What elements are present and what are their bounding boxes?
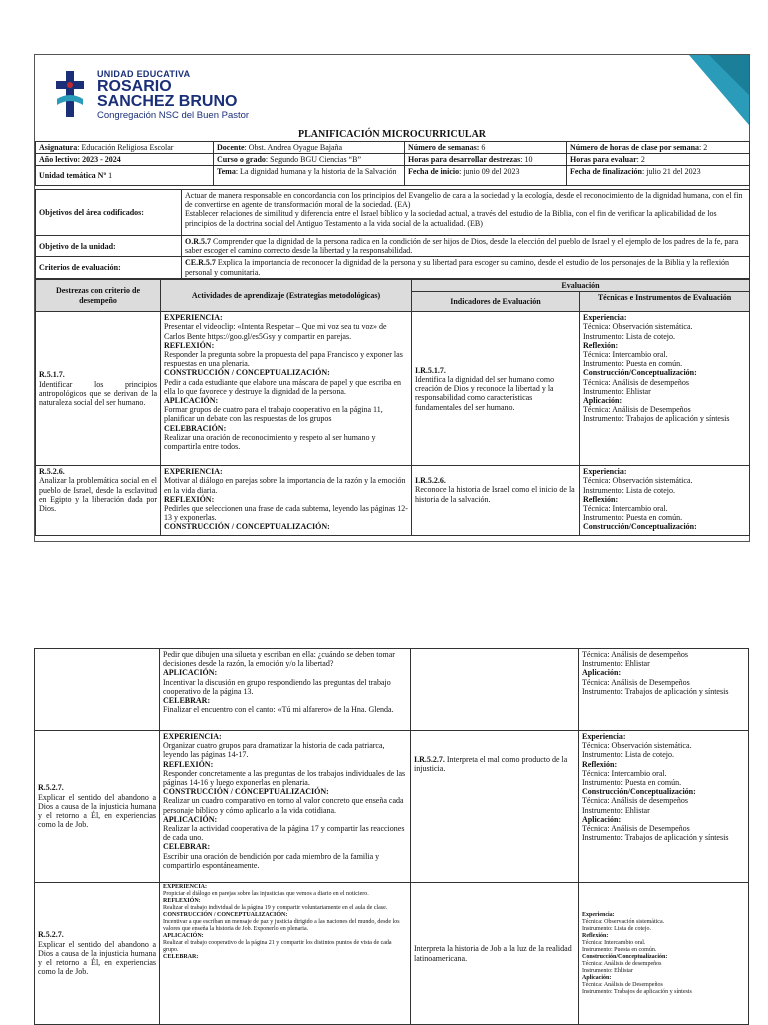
- indicador-cell: [411, 649, 579, 731]
- section-text: Realizar el trabajo individual de la página 19 y compartir voluntariamente en el aula de clase.: [163, 905, 388, 911]
- page-2: [0, 628, 768, 1024]
- unidad-value: 1: [106, 171, 113, 181]
- horas-semana-cell: [567, 142, 750, 154]
- list-item: [583, 467, 746, 476]
- list-item: [582, 933, 745, 940]
- list-item: [582, 989, 745, 996]
- section-text: Instrumento: Puesta en común.: [583, 359, 683, 369]
- section-heading: CONSTRUCCIÓN / CONCEPTUALIZACIÓN:: [163, 787, 329, 797]
- indicador-text: Interpreta el mal como producto de la injusticia.: [414, 755, 568, 774]
- activities-table-continued: [34, 648, 749, 1025]
- destreza-text: Explicar el sentido del abandono a Dios a causa de la injusticia humana y el retorno a Él, en experiencias como la de Job.: [38, 792, 156, 830]
- list-item: [582, 668, 745, 677]
- section-text: Técnica: Análisis de Desempeños: [583, 405, 691, 415]
- list-item: [582, 659, 745, 668]
- section-text: Técnica: Intercambio oral.: [582, 768, 667, 778]
- header-indicadores: Indicadores de Evaluación: [412, 292, 580, 312]
- header-destrezas: Destrezas con criterio de desempeño: [36, 280, 161, 312]
- section-heading: Aplicación:: [582, 974, 612, 981]
- list-item: [583, 368, 746, 377]
- tecnicas-cell: [579, 649, 749, 731]
- list-item: [583, 476, 746, 485]
- section-text: Técnica: Observación sistemática.: [582, 741, 692, 751]
- section-text: Instrumento: Ehlistar: [582, 805, 650, 815]
- destreza-cell: [35, 649, 160, 731]
- section-text: Pedir a cada estudiante que elabore una máscara de papel y que escriba en ella lo que favorece y destruye la dignidad de la persona.: [164, 377, 401, 396]
- section-heading: Experiencia:: [583, 313, 627, 323]
- list-item: [582, 741, 745, 750]
- section-text: Instrumento: Lista de cotejo.: [583, 485, 675, 495]
- section-text: Formar grupos de cuatro para el trabajo cooperativo en la página 11, planificar un debate con las respuestas de los grupos: [164, 405, 383, 424]
- list-item: [583, 387, 746, 396]
- curso-label: Curso o grado: [217, 155, 266, 165]
- objetivo-eb: Establecer relaciones de similitud y diferencia entre el Israel bíblico y la sociedad actual, a través del estudio de la Biblia, con el fin de verificar la aplicabilidad de los principios de la doctrina social del Antiguo Testamento a la vida social de la actualidad. (EB): [185, 209, 717, 228]
- section-text: Presentar el videoclip: «Intenta Respetar – Que mi voz sea tu voz» de Carlos Bente https://goo.gl/es5Gsy y compartir en parejas.: [164, 322, 387, 341]
- unidad-label: Unidad temática Nº: [39, 171, 107, 181]
- list-item: [582, 796, 745, 805]
- list-item: [163, 732, 407, 760]
- objetivos-area-label: Objetivos del área codificados:: [36, 190, 182, 236]
- destreza-code: R.5.2.7.: [38, 930, 64, 940]
- brand-line-4: Congregación NSC del Buen Pastor: [97, 110, 250, 121]
- list-item: [583, 405, 746, 414]
- semanas-value: 6: [479, 143, 486, 152]
- fin-label: Fecha de finalización: [570, 167, 642, 177]
- indicador-cell: [412, 312, 580, 466]
- section-text: Instrumento: Puesta en común.: [582, 946, 657, 953]
- section-heading: Reflexión:: [583, 494, 619, 504]
- list-item: [582, 947, 745, 954]
- criterios-text: [182, 257, 750, 278]
- destreza-code: R.5.2.6.: [39, 467, 65, 477]
- list-item: [164, 313, 408, 341]
- horas-semana-value: : 2: [699, 143, 708, 152]
- section-text: Técnica: Observación sistemática.: [582, 918, 665, 925]
- indicador-text: Identifica la dignidad del ser humano como creación de Dios y reconoce la libertad y la responsabilidad como características fundamentales del ser humano.: [415, 374, 555, 412]
- activities-table: [35, 279, 750, 536]
- section-text: Instrumento: Trabajos de aplicación y síntesis: [582, 686, 729, 696]
- docente-label: Docente: [217, 143, 245, 152]
- semanas-label: Número de semanas:: [408, 143, 480, 152]
- indicador-code: I.R.5.1.7.: [415, 365, 446, 375]
- list-item: [163, 884, 407, 898]
- list-item: [163, 912, 407, 933]
- section-heading: CELEBRAR:: [163, 696, 211, 706]
- indicador-code: I.R.5.2.7.: [414, 755, 445, 764]
- criterios-label: Criterios de evaluación:: [36, 257, 182, 278]
- tecnicas-cell: [579, 883, 749, 1025]
- list-item: [582, 975, 745, 982]
- semanas-cell: [405, 142, 567, 154]
- list-item: [583, 359, 746, 368]
- section-text: Incentivar la discusión en grupo respondiendo las preguntas del trabajo cooperativo de la página 13.: [163, 677, 391, 696]
- section-text: Instrumento: Trabajos de aplicación y síntesis: [582, 833, 729, 843]
- objetivos-area-text: [182, 190, 750, 236]
- section-text: Técnica: Observación sistemática.: [583, 322, 693, 332]
- section-text: Motivar al diálogo en parejas sobre la importancia de la razón y la emoción en la vida diaria.: [164, 476, 406, 495]
- horas-eval-label: Horas para evaluar: [570, 155, 637, 165]
- section-heading: REFLEXIÓN:: [164, 494, 215, 504]
- list-item: [582, 833, 745, 842]
- section-text: Instrumento: Lista de cotejo.: [583, 331, 675, 341]
- list-item: [583, 332, 746, 341]
- list-item: [582, 815, 745, 824]
- indicador-cell: [411, 883, 579, 1025]
- list-item: [583, 504, 746, 513]
- list-item: [582, 982, 745, 989]
- list-item: [582, 678, 745, 687]
- actividades-cell: [161, 466, 412, 536]
- fin-cell: [567, 166, 750, 186]
- planning-sheet: [34, 54, 750, 542]
- section-text: Realizar la actividad cooperativa de la página 17 y compartir las reacciones de cada uno.: [163, 824, 405, 843]
- actividades-cell: [160, 883, 411, 1025]
- section-text: Realizar un cuadro comparativo en torno al valor concreto que enseña cada personaje bíblico y cómo aplicarlo a la vida cotidiana.: [163, 796, 404, 815]
- section-heading: Aplicación:: [582, 668, 622, 678]
- section-heading: Aplicación:: [583, 396, 623, 406]
- list-item: [583, 522, 746, 531]
- list-item: [163, 933, 407, 954]
- tecnicas-cell: [579, 731, 749, 883]
- inicio-cell: [405, 166, 567, 186]
- list-item: [164, 467, 408, 495]
- section-heading: Construcción/Conceptualización:: [582, 787, 696, 797]
- list-item: [164, 396, 408, 424]
- asignatura-cell: [36, 142, 214, 154]
- objetivo-unidad-desc: Comprender que la dignidad de la persona radica en la condición de ser hijos de Dios, desde la elección del pueblo de Israel y el ejemplo de los padres de la fe, para saber escoger el camino correcto desde la libertad y la responsabilidad.: [185, 237, 739, 256]
- destreza-code: R.5.2.7.: [38, 783, 64, 793]
- list-item: [582, 912, 745, 919]
- asignatura-value: : Educación Religiosa Escolar: [77, 143, 174, 152]
- page-title: PLANIFICACIÓN MICROCURRICULAR: [297, 129, 487, 140]
- horas-destrezas-cell: [405, 154, 567, 166]
- objetivo-ea: Actuar de manera responsable en concordancia con los principios del Evangelio de cara a la sociedad y la ecología, desde el reconocimiento de la dignidad humana, con el fin de convertirse en agente de transformación moral de la sociedad. (EA): [185, 191, 743, 210]
- section-heading: APLICACIÓN:: [164, 396, 219, 406]
- criterios-code: CE.R.5.7: [185, 258, 216, 268]
- info-table: [35, 141, 750, 186]
- section-text: Técnica: Análisis de Desempeños: [582, 677, 690, 687]
- anio-lectivo: Año lectivo: 2023 - 2024: [36, 154, 214, 166]
- list-item: [163, 696, 407, 714]
- section-text: Instrumento: Ehlistar: [582, 659, 650, 669]
- section-heading: APLICACIÓN:: [163, 933, 204, 939]
- list-item: [583, 378, 746, 387]
- list-item: [582, 961, 745, 968]
- section-heading: APLICACIÓN:: [163, 814, 218, 824]
- list-item: [583, 414, 746, 423]
- curso-value: : Segundo BGU Ciencias “B”: [265, 155, 361, 165]
- section-heading: EXPERIENCIA:: [164, 467, 223, 477]
- horas-eval-value: : 2: [636, 155, 645, 165]
- header-actividades: Actividades de aprendizaje (Estrategias metodológicas): [161, 280, 412, 312]
- decorative-triangle-icon: [689, 55, 749, 125]
- objectives-table: [35, 189, 750, 279]
- section-heading: EXPERIENCIA:: [164, 313, 223, 323]
- section-text: Realizar el trabajo cooperativo de la página 21 y compartir los distintos puntos de vista de cada grupo.: [163, 940, 392, 953]
- section-text: Instrumento: Lista de cotejo.: [582, 925, 651, 932]
- section-heading: EXPERIENCIA:: [163, 732, 222, 741]
- horas-eval-cell: [567, 154, 750, 166]
- list-item: [583, 513, 746, 522]
- section-text: Técnica: Intercambio oral.: [583, 504, 668, 514]
- destreza-text: Identificar los principios antropológicos que se derivan de la naturaleza social del ser humano.: [39, 379, 157, 407]
- tema-cell: [214, 166, 405, 186]
- section-heading: Construcción/Conceptualización:: [582, 953, 668, 960]
- section-text: Propiciar el diálogo en parejas sobre las injusticias que vemos a diario en el noticiero.: [163, 891, 369, 897]
- list-item: [163, 898, 407, 912]
- table-row: [35, 649, 749, 731]
- table-row: [36, 312, 750, 466]
- list-item: [583, 322, 746, 331]
- list-item: [583, 313, 746, 322]
- destreza-code: R.5.1.7.: [39, 370, 65, 380]
- list-item: [582, 787, 745, 796]
- section-text: Técnica: Análisis de Desempeños: [582, 981, 663, 988]
- actividades-cell: [161, 312, 412, 466]
- section-text: Responder la pregunta sobre la propuesta del papa Francisco y exponer las respuestas en una plenaria.: [164, 350, 403, 369]
- fin-value: : julio 21 del 2023: [642, 167, 701, 177]
- brand-line-2: [97, 79, 237, 109]
- section-heading: CONSTRUCCIÓN / CONCEPTUALIZACIÓN:: [163, 912, 288, 918]
- section-heading: Experiencia:: [582, 911, 615, 918]
- section-heading: CONSTRUCCIÓN / CONCEPTUALIZACIÓN:: [164, 368, 330, 378]
- destreza-cell: [36, 312, 161, 466]
- criterios-desc: Explica la importancia de reconocer la dignidad de la persona y su libertad para escoger su camino, desde el estudio de los personajes de la Biblia y la reflexión personal y comunitaria.: [185, 258, 730, 277]
- section-heading: CELEBRAR:: [163, 842, 211, 852]
- list-item: [583, 486, 746, 495]
- section-heading: Construcción/Conceptualización:: [583, 522, 697, 532]
- section-heading: CELEBRAR:: [163, 954, 199, 960]
- objetivo-unidad-code: O.R.5.7: [185, 237, 211, 246]
- list-item: [163, 842, 407, 870]
- list-item: [582, 954, 745, 961]
- header-evaluacion: Evaluación: [412, 280, 750, 292]
- list-item: [163, 954, 407, 961]
- list-item: [582, 968, 745, 975]
- inicio-value: : junio 09 del 2023: [459, 167, 520, 177]
- section-text: Instrumento: Trabajos de aplicación y síntesis: [582, 988, 692, 995]
- section-text: Técnica: Análisis de desempeños: [582, 960, 662, 967]
- section-heading: REFLEXIÓN:: [163, 759, 214, 769]
- section-text: Técnica: Análisis de desempeños: [582, 796, 688, 806]
- section-text: Técnica: Intercambio oral.: [583, 350, 668, 360]
- destreza-text: Analizar la problemática social en el pueblo de Israel, desde la esclavitud en Egipto y la liberación dada por Dios.: [39, 476, 157, 514]
- tecnicas-cell: [580, 466, 750, 536]
- section-text: Técnica: Análisis de desempeños: [582, 650, 688, 659]
- list-item: [583, 341, 746, 350]
- list-item: [164, 424, 408, 452]
- docente-value: : Obst. Andrea Oyague Bajaña: [244, 143, 343, 152]
- cross-logo-icon: [53, 69, 87, 119]
- section-text: Organizar cuatro grupos para dramatizar la historia de cada patriarca, leyendo las páginas 14-17.: [163, 741, 385, 760]
- list-item: [163, 815, 407, 843]
- list-item: [582, 824, 745, 833]
- table-row: [36, 466, 750, 536]
- list-item: [582, 806, 745, 815]
- section-text: Técnica: Análisis de desempeños: [583, 377, 689, 387]
- destreza-cell: [35, 731, 160, 883]
- planning-sheet-continued: [34, 648, 748, 1024]
- horas-semana-label: Número de horas de clase por semana: [570, 143, 700, 152]
- section-heading: REFLEXIÓN:: [164, 340, 215, 350]
- list-item: [582, 650, 745, 659]
- actividades-cell: [160, 649, 411, 731]
- brand-rosario: ROSARIO: [97, 78, 172, 95]
- list-item: [582, 769, 745, 778]
- section-text: Técnica: Observación sistemática.: [583, 476, 693, 486]
- section-heading: EXPERIENCIA:: [163, 884, 208, 890]
- list-item: [583, 396, 746, 405]
- section-heading: Reflexión:: [582, 759, 618, 769]
- indicador-code: I.R.5.2.6.: [415, 476, 446, 486]
- list-item: [582, 732, 745, 741]
- asignatura-label: Asignatura: [39, 143, 78, 152]
- section-heading: Construcción/Conceptualización:: [583, 368, 697, 378]
- destreza-cell: [36, 466, 161, 536]
- section-text: Instrumento: Ehlistar: [583, 386, 651, 396]
- section-text: Técnica: Análisis de Desempeños: [582, 824, 690, 834]
- section-heading: Experiencia:: [583, 467, 627, 477]
- unidad-cell: [36, 166, 214, 186]
- list-item: [582, 687, 745, 696]
- tema-label: Tema: [217, 167, 236, 177]
- list-item: [582, 926, 745, 933]
- list-item: [163, 650, 407, 668]
- list-item: [582, 778, 745, 787]
- list-item: [163, 760, 407, 788]
- header-tecnicas: Técnicas e Instrumentos de Evaluación: [580, 292, 750, 312]
- horas-destrezas-value: : 10: [520, 155, 533, 165]
- section-heading: Aplicación:: [582, 814, 622, 824]
- section-heading: Reflexión:: [582, 932, 609, 939]
- section-heading: Experiencia:: [582, 732, 626, 741]
- destreza-text: Explicar el sentido del abandono a Dios a causa de la injusticia humana y el retorno a Él, en experiencias como la de Job.: [38, 939, 156, 977]
- section-text: Responder concretamente a las preguntas de los trabajos individuales de las páginas 14-16 y luego exponerlas en plenaria.: [163, 768, 406, 788]
- objetivo-unidad-text: [182, 236, 750, 257]
- tecnicas-cell: [580, 312, 750, 466]
- section-text: Instrumento: Trabajos de aplicación y síntesis: [583, 414, 730, 424]
- docente-cell: [214, 142, 405, 154]
- section-heading: APLICACIÓN:: [163, 668, 218, 678]
- list-item: [163, 668, 407, 696]
- section-text: Instrumento: Puesta en común.: [583, 513, 683, 523]
- destreza-cell: [35, 883, 160, 1025]
- table-row: [35, 883, 749, 1025]
- list-item: [164, 495, 408, 523]
- section-heading: CELEBRACIÓN:: [164, 423, 227, 433]
- section-text: Instrumento: Ehlistar: [582, 967, 633, 974]
- section-text: Técnica: Intercambio oral.: [582, 939, 646, 946]
- list-item: [582, 919, 745, 926]
- section-text: Instrumento: Lista de cotejo.: [582, 750, 674, 760]
- section-text: Realizar una oración de reconocimiento y respeto al ser humano y compartirla entre todos.: [164, 432, 376, 452]
- indicador-cell: [412, 466, 580, 536]
- section-text: Instrumento: Puesta en común.: [582, 778, 682, 788]
- list-item: [582, 760, 745, 769]
- curso-cell: [214, 154, 405, 166]
- inicio-label: Fecha de inicio: [408, 167, 460, 177]
- school-logo: [47, 63, 257, 133]
- actividades-cell: [160, 731, 411, 883]
- list-item: [583, 350, 746, 359]
- list-item: [163, 787, 407, 815]
- list-item: [164, 522, 408, 531]
- list-item: [164, 368, 408, 396]
- section-text: Pedirles que seleccionen una frase de cada subtema, leyendo las páginas 12-13 y exponerlas.: [164, 504, 408, 523]
- section-text: Escribir una oración de bendición por cada miembro de la familia y compartirlo espontáneamente.: [163, 851, 380, 870]
- section-heading: CONSTRUCCIÓN / CONCEPTUALIZACIÓN:: [164, 522, 330, 532]
- tema-value: : La dignidad humana y la historia de la Salvación: [235, 167, 397, 177]
- list-item: [164, 341, 408, 369]
- list-item: [582, 750, 745, 759]
- section-text: Incentivar a que escriban un mensaje de paz y justicia dirigido a las naciones del mundo, desde los valores que enseña la historia de Job. Exponerlo en plenaria.: [163, 919, 400, 932]
- section-text: Pedir que dibujen una silueta y escriban en ella: ¿cuándo se deben tomar decisiones desde la razón, la emoción y/o la libertad?: [163, 650, 395, 669]
- indicador-text: Reconoce la historia de Israel como el inicio de la historia de la salvación.: [415, 485, 575, 504]
- section-heading: Reflexión:: [583, 340, 619, 350]
- list-item: [582, 940, 745, 947]
- brand-sanchez-bruno: SANCHEZ BRUNO: [97, 93, 238, 110]
- section-heading: REFLEXIÓN:: [163, 898, 201, 904]
- horas-destrezas-label: Horas para desarrollar destrezas: [408, 155, 521, 165]
- indicador-cell: [411, 731, 579, 883]
- indicador-text: Interpreta la historia de Job a la luz de la realidad latinoamericana.: [414, 944, 572, 963]
- brand-line-1: UNIDAD EDUCATIVA: [97, 69, 191, 79]
- section-text: Finalizar el encuentro con el canto: «Tú mi alfarero» de la Hna. Glenda.: [163, 705, 394, 715]
- objetivo-unidad-label: Objetivo de la unidad:: [36, 236, 182, 257]
- list-item: [583, 495, 746, 504]
- table-row: [35, 731, 749, 883]
